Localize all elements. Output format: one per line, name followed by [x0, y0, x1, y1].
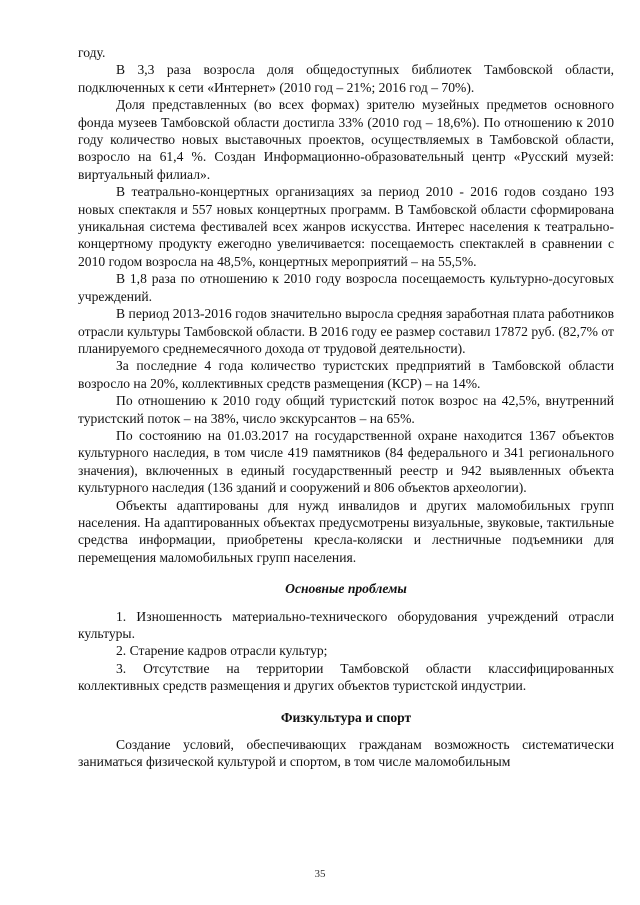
paragraph-theatres: В театрально-концертных организациях за период 2010 - 2016 годов создано 193 новых спектакля и 557 новых концертных программ. В Тамбовской области сформирована уникальная система фестивалей всех жанров искусства. Интерес населения к театрально-концертному продукту ежегодно увеличивается: посещаемость спектаклей в сравнении с 2010 годом возросла на 48,5%, концертных мероприятий – на 55,5%.: [78, 184, 614, 269]
problem-item: 3. Отсутствие на территории Тамбовской области классифицированных коллективных средств размещения и других объектов туристской индустрии.: [78, 660, 614, 694]
paragraph-accessibility: Объекты адаптированы для нужд инвалидов и других маломобильных групп населения. На адаптированных объектах предусмотрены визуальные, звуковые, тактильные средства информации, приобретены кресла-коляски и лестничные подъемники для перемещения маломобильных групп населения.: [78, 497, 614, 565]
paragraph-sport: Создание условий, обеспечивающих гражданам возможность систематически заниматься физической культурой и спортом, в том числе маломобильным: [78, 737, 614, 770]
problem-item: 1. Изношенность материально-технического оборудования учреждений отрасли культуры.: [78, 608, 614, 641]
problems-heading: Основные проблемы: [285, 581, 407, 597]
paragraph-tourist-flow: По отношению к 2010 году общий туристский поток возрос на 42,5%, внутренний туристский поток – на 38%, число экскурсантов – на 65%.: [78, 393, 614, 426]
problem-item: 2. Старение кадров отрасли культур;: [116, 643, 328, 659]
sport-heading: Физкультура и спорт: [280, 709, 412, 725]
paragraph-attendance: В 1,8 раза по отношению к 2010 году возросла посещаемость культурно-досуговых учреждений.: [78, 271, 614, 304]
paragraph-libraries: В 3,3 раза возросла доля общедоступных библиотек Тамбовской области, подключенных к сети «Интернет» (2010 год – 21%; 2016 год – 70%).: [78, 62, 614, 95]
document-page: [78, 44, 614, 771]
paragraph-museums: Доля представленных (во всех формах) зрителю музейных предметов основного фонда музеев Тамбовской области достигла 33% (2010 год – 18,6%). По отношению к 2010 году количество новых выставочных проектов, осуществляемых в Тамбовской области, возросло на 61,4 %. Создан Информационно-образовательный центр «Русский музей: виртуальный филиал».: [78, 97, 614, 182]
paragraph-heritage: По состоянию на 01.03.2017 на государственной охране находится 1367 объектов культурного наследия, в том числе 419 памятников (84 федерального и 341 регионального значения), включенных в единый государственный реестр и 942 выявленных объекта культурного наследия (136 зданий и сооружений и 806 объектов археологии).: [78, 427, 614, 496]
paragraph-salary: В период 2013-2016 годов значительно выросла средняя заработная плата работников отрасли культуры Тамбовской области. В 2016 году ее размер составил 17872 руб. (82,7% от планируемого среднемесячного дохода от трудовой деятельности).: [78, 306, 614, 356]
paragraph-continuation: году.: [78, 45, 106, 60]
paragraph-tourism-enterprises: За последние 4 года количество туристских предприятий в Тамбовской области возросло на 20%, коллективных средств размещения (КСР) – на 14%.: [78, 358, 614, 391]
page-number: 35: [314, 868, 326, 880]
